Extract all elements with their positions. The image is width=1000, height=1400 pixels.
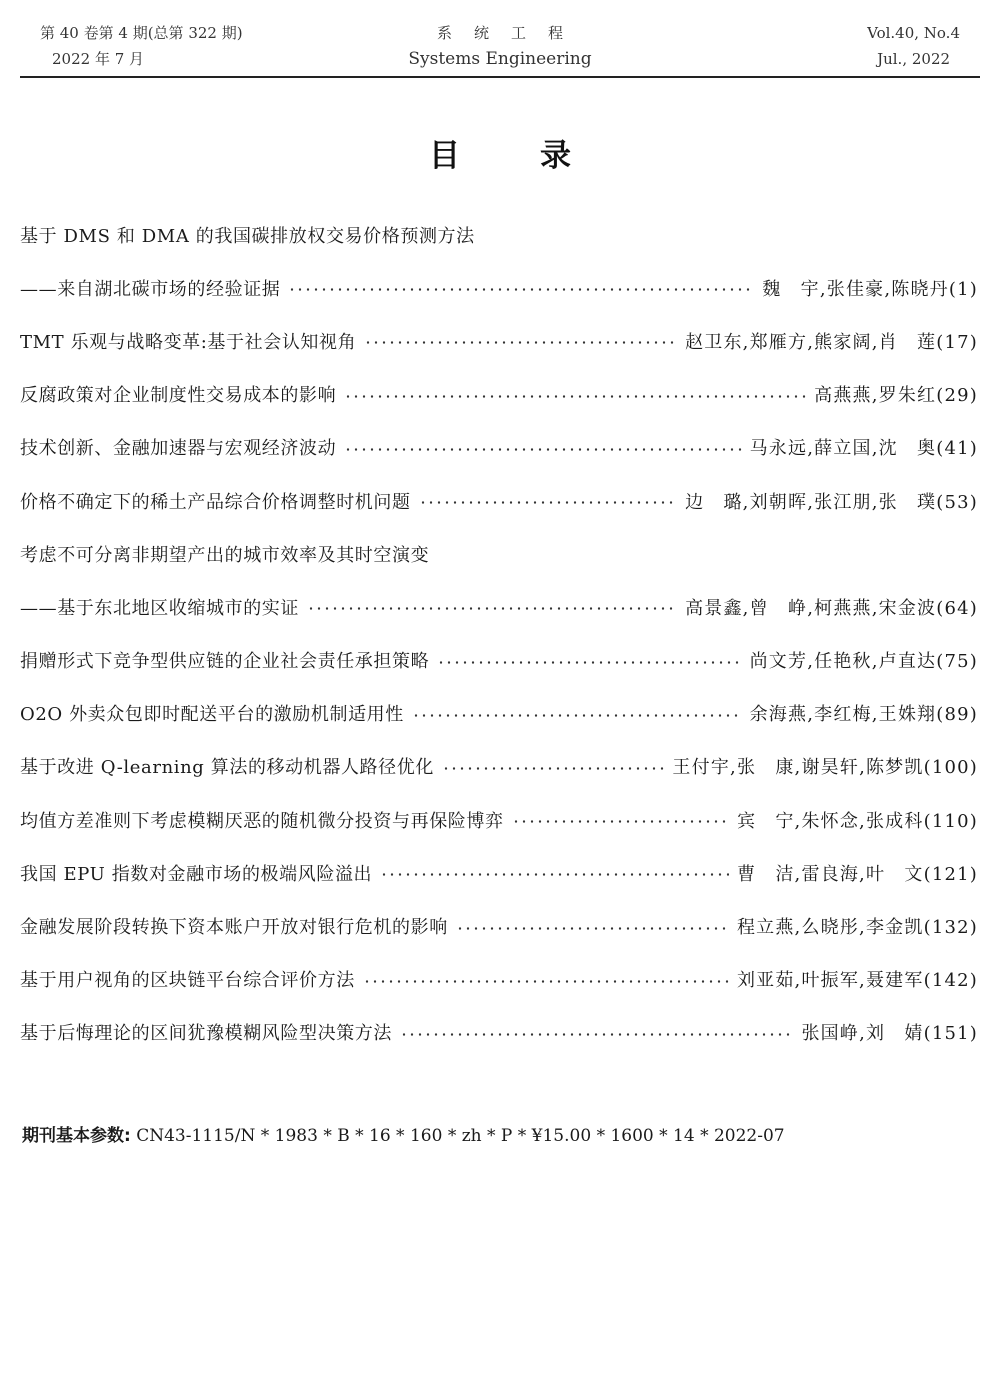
dot-leader bbox=[380, 873, 729, 876]
author-page bbox=[685, 488, 978, 514]
issue-date-en: Jul., 2022 bbox=[877, 50, 951, 68]
toc-entry bbox=[20, 1006, 978, 1059]
toc-entry bbox=[20, 527, 978, 580]
page-number: (100) bbox=[923, 757, 978, 779]
journal-name bbox=[20, 20, 980, 72]
parameters-label: 期刊基本参数: bbox=[22, 1126, 131, 1146]
toc-entry bbox=[20, 208, 978, 261]
page-number: (1) bbox=[948, 278, 978, 300]
article-authors: 程立燕,么晓彤,李金凯 bbox=[736, 917, 924, 939]
article-title: TMT 乐观与战略变革:基于社会认知视角 bbox=[20, 331, 357, 353]
toc-entry bbox=[20, 740, 978, 793]
toc-entry bbox=[20, 368, 978, 421]
article-authors: 赵卫东,郑雁方,熊家阔,肖 莲 bbox=[685, 331, 937, 353]
author-page bbox=[801, 1019, 978, 1045]
article-authors: 魏 宇,张佳豪,陈晓丹 bbox=[762, 278, 949, 300]
author-page bbox=[750, 647, 978, 673]
dot-leader bbox=[363, 980, 729, 983]
article-authors: 尚文芳,任艳秋,卢直达 bbox=[749, 651, 937, 673]
page-number: (29) bbox=[936, 385, 978, 407]
article-title: 基于后悔理论的区间犹豫模糊风险型决策方法 bbox=[20, 1023, 392, 1045]
page-number: (89) bbox=[936, 704, 978, 726]
toc-title: 目录 bbox=[429, 138, 651, 174]
toc-entry bbox=[20, 261, 978, 314]
volume-info bbox=[867, 20, 960, 72]
article-authors: 王付宇,张 康,谢昊轩,陈梦凯 bbox=[672, 757, 924, 779]
page-number: (75) bbox=[936, 651, 978, 673]
dot-leader bbox=[400, 1033, 793, 1036]
author-page bbox=[750, 700, 978, 726]
article-authors: 曹 洁,雷良海,叶 文 bbox=[736, 863, 924, 885]
author-page bbox=[737, 913, 978, 939]
article-authors: 高燕燕,罗朱红 bbox=[814, 385, 937, 407]
article-authors: 马永远,薛立国,沈 奥 bbox=[749, 438, 937, 460]
toc-entry bbox=[20, 846, 978, 899]
article-title: 技术创新、金融加速器与宏观经济波动 bbox=[20, 438, 337, 460]
dot-leader bbox=[419, 501, 677, 504]
running-header bbox=[20, 14, 980, 78]
page-number: (132) bbox=[923, 917, 978, 939]
page-number: (121) bbox=[923, 863, 978, 885]
dot-leader bbox=[344, 448, 741, 451]
author-page bbox=[750, 434, 978, 460]
toc-entry bbox=[20, 421, 978, 474]
article-title: 反腐政策对企业制度性交易成本的影响 bbox=[20, 385, 337, 407]
author-page bbox=[737, 966, 978, 992]
article-authors: 宾 宁,朱怀念,张成科 bbox=[736, 810, 924, 832]
article-title: 基于 DMS 和 DMA 的我国碳排放权交易价格预测方法 bbox=[20, 225, 475, 247]
toc-entry bbox=[20, 953, 978, 1006]
article-authors: 刘亚茹,叶振军,聂建军 bbox=[736, 970, 924, 992]
table-of-contents bbox=[20, 208, 978, 1059]
article-title: 捐赠形式下竞争型供应链的企业社会责任承担策略 bbox=[20, 651, 430, 673]
author-page bbox=[672, 753, 978, 779]
article-authors: 余海燕,李红梅,王姝翔 bbox=[749, 704, 937, 726]
dot-leader bbox=[456, 927, 729, 930]
issue-date-cn: 2022 年 7 月 bbox=[52, 50, 145, 68]
page-number: (64) bbox=[936, 597, 978, 619]
dot-leader bbox=[288, 288, 754, 291]
article-title: 我国 EPU 指数对金融市场的极端风险溢出 bbox=[20, 863, 373, 885]
page-number: (110) bbox=[923, 810, 978, 832]
dot-leader bbox=[442, 767, 664, 770]
toc-entry bbox=[20, 793, 978, 846]
article-title: O2O 外卖众包即时配送平台的激励机制适用性 bbox=[20, 704, 404, 726]
article-title: 均值方差准则下考虑模糊厌恶的随机微分投资与再保险博弈 bbox=[20, 810, 504, 832]
page-number: (151) bbox=[923, 1023, 978, 1045]
parameters-value: CN43-1115/N * 1983 * B * 16 * 160 * zh * P * ¥15.00 * 1600 * 14 * 2022-07 bbox=[136, 1126, 785, 1146]
page-number: (17) bbox=[936, 331, 978, 353]
article-title: 基于用户视角的区块链平台综合评价方法 bbox=[20, 970, 355, 992]
dot-leader bbox=[412, 714, 742, 717]
journal-name-en: Systems Engineering bbox=[408, 49, 592, 69]
article-title: ——来自湖北碳市场的经验证据 bbox=[20, 278, 281, 300]
article-title: 基于改进 Q-learning 算法的移动机器人路径优化 bbox=[20, 757, 434, 779]
author-page bbox=[685, 594, 978, 620]
author-page bbox=[814, 381, 978, 407]
dot-leader bbox=[344, 395, 806, 398]
article-title: 考虑不可分离非期望产出的城市效率及其时空演变 bbox=[20, 544, 430, 566]
dot-leader bbox=[307, 607, 677, 610]
journal-parameters bbox=[22, 1122, 785, 1150]
page-number: (53) bbox=[936, 491, 978, 513]
dot-leader bbox=[512, 820, 729, 823]
page-number: (41) bbox=[936, 438, 978, 460]
author-page bbox=[737, 860, 978, 886]
author-page bbox=[737, 807, 978, 833]
article-authors: 高景鑫,曾 峥,柯燕燕,宋金波 bbox=[685, 597, 937, 619]
author-page bbox=[685, 328, 978, 354]
toc-entry bbox=[20, 899, 978, 952]
toc-entry bbox=[20, 634, 978, 687]
article-authors: 张国峥,刘 婧 bbox=[801, 1023, 924, 1045]
author-page bbox=[762, 275, 978, 301]
toc-entry bbox=[20, 474, 978, 527]
article-authors: 边 璐,刘朝晖,张江朋,张 璞 bbox=[685, 491, 937, 513]
dot-leader bbox=[437, 661, 741, 664]
dot-leader bbox=[364, 341, 677, 344]
toc-entry bbox=[20, 314, 978, 367]
volume-number: Vol.40, No.4 bbox=[867, 24, 960, 42]
toc-entry bbox=[20, 687, 978, 740]
toc-entry bbox=[20, 580, 978, 633]
journal-name-cn: 系统工程 bbox=[436, 24, 585, 42]
article-title: ——基于东北地区收缩城市的实证 bbox=[20, 597, 299, 619]
issue-number: 第 40 卷第 4 期(总第 322 期) bbox=[40, 24, 243, 42]
article-title: 价格不确定下的稀土产品综合价格调整时机问题 bbox=[20, 491, 411, 513]
page-number: (142) bbox=[923, 970, 978, 992]
article-title: 金融发展阶段转换下资本账户开放对银行危机的影响 bbox=[20, 917, 448, 939]
